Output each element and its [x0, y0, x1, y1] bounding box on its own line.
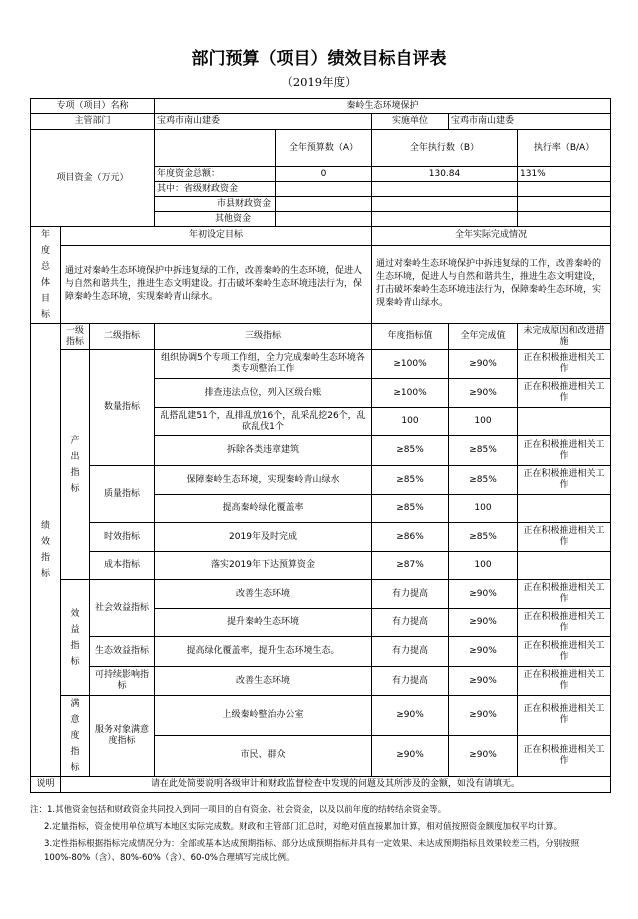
perf-reason: 正在积极推进相关工作 [518, 609, 611, 637]
unit-value: 宝鸡市南山建委 [449, 114, 611, 130]
footnotes [30, 803, 610, 868]
funds-budget: 0 [276, 167, 372, 182]
perf-level3: 2019年及时完成 [155, 523, 372, 552]
timeliness-indicator-label: 时效指标 [90, 523, 155, 552]
funds-rate [518, 212, 611, 227]
perf-target: ≥90% [372, 696, 449, 736]
output-indicator-label: 产出指标 [61, 350, 90, 580]
perf-row [31, 466, 611, 495]
perf-target: ≥85% [372, 436, 449, 466]
perf-reason [518, 552, 611, 580]
funds-exec [372, 212, 518, 227]
perf-reason: 正在积极推进相关工作 [518, 350, 611, 379]
perf-reason: 正在积极推进相关工作 [518, 735, 611, 776]
perf-target: ≥86% [372, 523, 449, 552]
annual-actual-text: 通过对秦岭生态环境保护中拆违复绿的工作，改善秦岭的生态环境，促进人与自然和谐共生，推进生态文明建设，打击破坏秦岭生态环境违法行为，保障秦岭生态环境，实现秦岭青山绿水。 [372, 245, 611, 323]
perf-actual: ≥90% [449, 379, 518, 408]
funds-budget [276, 182, 372, 197]
funds-rate: 131% [518, 167, 611, 182]
dept-value: 宝鸡市南山建委 [155, 114, 372, 130]
perf-actual: ≥85% [449, 523, 518, 552]
perf-level3: 提升秦岭生态环境 [155, 609, 372, 637]
perf-level3: 落实2019年下达预算资金 [155, 552, 372, 580]
perf-row [31, 552, 611, 580]
perf-reason [518, 495, 611, 523]
funds-budget [276, 212, 372, 227]
project-name-label: 专项（项目）名称 [31, 99, 155, 114]
quantity-indicator-label: 数量指标 [90, 350, 155, 466]
perf-target: ≥90% [372, 735, 449, 776]
perf-header-level1: 一级指标 [61, 324, 90, 350]
perf-target: 100 [372, 408, 449, 436]
perf-level3: 提高秦岭绿化覆盖率 [155, 495, 372, 523]
perf-target: ≥85% [372, 466, 449, 495]
annual-planned-text: 通过对秦岭生态环境保护中拆违复绿的工作，改善秦岭的生态环境，促进人与自然和谐共生，推进生态文明建设。打击破坏秦岭生态环境违法行为，保障秦岭生态环境，实现秦岭青山绿水。 [61, 245, 372, 323]
perf-actual: ≥85% [449, 466, 518, 495]
perf-actual: 100 [449, 408, 518, 436]
effect-indicator-label: 效益指标 [61, 580, 90, 696]
perf-target: 有力提高 [372, 637, 449, 667]
funds-row-label: 年度资金总额： [155, 167, 276, 182]
perf-actual: 100 [449, 495, 518, 523]
funds-row-label: 市县财政资金 [155, 197, 276, 212]
remark-label: 说明 [31, 777, 61, 793]
perf-reason: 正在积极推进相关工作 [518, 637, 611, 667]
perf-target: ≥100% [372, 350, 449, 379]
perf-reason: 正在积极推进相关工作 [518, 436, 611, 466]
satisfaction-indicator-label: 满意度指标 [61, 696, 90, 777]
evaluation-table [30, 98, 611, 793]
row-annual-header [31, 227, 611, 246]
funds-budget [276, 197, 372, 212]
annual-goal-label: 年度总体目标 [31, 227, 61, 324]
perf-actual: ≥90% [449, 667, 518, 696]
funds-label: 项目资金（万元） [31, 130, 155, 227]
perf-target: ≥87% [372, 552, 449, 580]
perf-level3: 拆除各类违章建筑 [155, 436, 372, 466]
perf-target: ≥85% [372, 495, 449, 523]
perf-reason: 正在积极推进相关工作 [518, 580, 611, 609]
perf-reason: 正在积极推进相关工作 [518, 466, 611, 495]
perf-header-reason: 未完成原因和改进措施 [518, 324, 611, 350]
perf-actual: ≥90% [449, 696, 518, 736]
cost-indicator-label: 成本指标 [90, 552, 155, 580]
row-project-name [31, 99, 611, 114]
funds-rate [518, 182, 611, 197]
perf-reason [518, 408, 611, 436]
perf-actual: ≥90% [449, 637, 518, 667]
perf-section-label: 绩效指标 [31, 324, 61, 777]
page-title: 部门预算（项目）绩效目标自评表 [191, 49, 447, 69]
perf-row [31, 696, 611, 736]
perf-reason: 正在积极推进相关工作 [518, 667, 611, 696]
funds-header-blank [155, 130, 276, 167]
row-funds-header [31, 130, 611, 167]
unit-label: 实施单位 [372, 114, 449, 130]
funds-rate [518, 197, 611, 212]
eco-indicator-label: 生态效益指标 [90, 637, 155, 667]
perf-actual: ≥90% [449, 350, 518, 379]
funds-row-label: 其中：省级财政资金 [155, 182, 276, 197]
project-name-value: 秦岭生态环境保护 [155, 99, 611, 114]
perf-target: 有力提高 [372, 609, 449, 637]
perf-level3: 上级秦岭整治办公室 [155, 696, 372, 736]
perf-actual: ≥90% [449, 609, 518, 637]
funds-exec [372, 182, 518, 197]
funds-col-exec: 全年执行数（B） [372, 130, 518, 167]
row-department [31, 114, 611, 130]
perf-header-target: 年度指标值 [372, 324, 449, 350]
perf-reason: 正在积极推进相关工作 [518, 523, 611, 552]
footnote: 3.定性指标根据指标完成情况分为：全部或基本达成预期指标、部分达成预期指标并具有一定效果、未达成预期指标且效果较差三档，分别按照100%-80%（含）、80%-60%（含）、60-0%合理填写完成比例。 [44, 839, 580, 863]
perf-target: 有力提高 [372, 667, 449, 696]
perf-row [31, 523, 611, 552]
funds-exec: 130.84 [372, 167, 518, 182]
perf-level3: 改善生态环境 [155, 667, 372, 696]
perf-row [31, 580, 611, 609]
perf-actual: ≥85% [449, 436, 518, 466]
funds-exec [372, 197, 518, 212]
footnote: 注：1.其他资金包括和财政资金共同投入到同一项目的自有资金、社会资金，以及以前年度的结转结余资金等。 [30, 805, 447, 815]
perf-level3: 排查违法点位，列入区级台账 [155, 379, 372, 408]
sustain-indicator-label: 可持续影响指标 [90, 667, 155, 696]
perf-level3: 市民、群众 [155, 735, 372, 776]
perf-target: ≥100% [372, 379, 449, 408]
social-indicator-label: 社会效益指标 [90, 580, 155, 637]
row-perf-header [31, 324, 611, 350]
footnote: 2.定量指标，资金使用单位填写本地区实际完成数。财政和主管部门汇总时，对绝对值直接累加计算，相对值按照资金额度加权平均计算。 [44, 822, 563, 832]
perf-level3: 提高绿化覆盖率，提升生态环境生态。 [155, 637, 372, 667]
perf-actual: 100 [449, 552, 518, 580]
perf-target: 有力提高 [372, 580, 449, 609]
annual-planned-header: 年初设定目标 [61, 227, 372, 246]
perf-header-level2: 二级指标 [90, 324, 155, 350]
service-indicator-label: 服务对象满意度指标 [90, 696, 155, 777]
perf-header-level3: 三级指标 [155, 324, 372, 350]
perf-header-actual: 全年完成值 [449, 324, 518, 350]
row-remark [31, 777, 611, 793]
perf-reason: 正在积极推进相关工作 [518, 379, 611, 408]
funds-row-label: 其他资金 [155, 212, 276, 227]
page-subtitle: （2019年度） [281, 75, 357, 89]
perf-row [31, 667, 611, 696]
perf-row [31, 350, 611, 379]
perf-level3: 改善生态环境 [155, 580, 372, 609]
perf-reason: 正在积极推进相关工作 [518, 696, 611, 736]
perf-level3: 乱搭乱建51个，乱排乱放16个，乱采乱挖26个，乱砍乱伐1个 [155, 408, 372, 436]
row-annual-content [31, 245, 611, 323]
perf-row [31, 637, 611, 667]
perf-level3: 组织协调5个专项工作组，全力完成秦岭生态环境各类专项整治工作 [155, 350, 372, 379]
funds-col-rate: 执行率（B/A） [518, 130, 611, 167]
perf-actual: ≥90% [449, 735, 518, 776]
quality-indicator-label: 质量指标 [90, 466, 155, 523]
remark-text: 请在此处简要说明各级审计和财政监督检查中发现的问题及其所涉及的金额，如没有请填无。 [61, 777, 611, 793]
annual-actual-header: 全年实际完成情况 [372, 227, 611, 246]
perf-actual: ≥90% [449, 580, 518, 609]
perf-level3: 保障秦岭生态环境，实现秦岭青山绿水 [155, 466, 372, 495]
dept-label: 主管部门 [31, 114, 155, 130]
funds-col-budget: 全年预算数（A） [276, 130, 372, 167]
